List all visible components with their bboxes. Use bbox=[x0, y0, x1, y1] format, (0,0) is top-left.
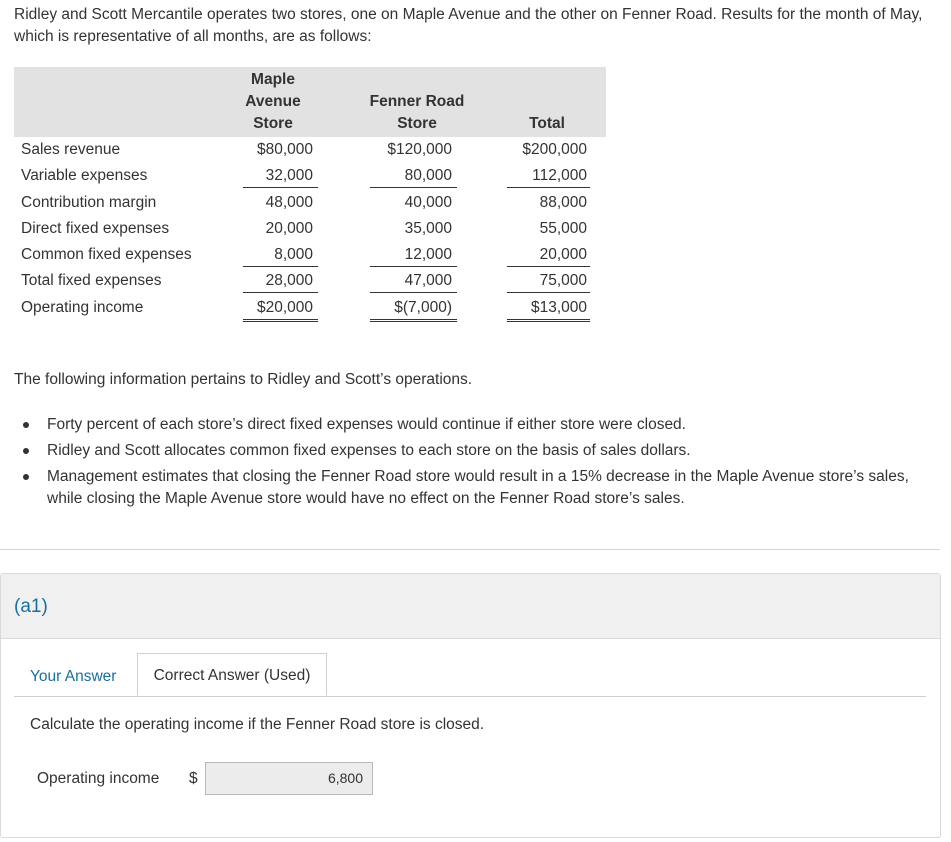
row-label: Operating income bbox=[21, 298, 144, 316]
bullet-icon bbox=[23, 448, 29, 454]
table-row bbox=[14, 268, 606, 294]
row-label: Variable expenses bbox=[21, 167, 148, 185]
problem-intro: Ridley and Scott Mercantile operates two stores, one on Maple Avenue and the other on Fenner Road. Results for the month of May, which is representative of all months, are as follows: bbox=[14, 6, 923, 45]
tab-correct-answer[interactable]: Correct Answer (Used) bbox=[137, 653, 327, 696]
row-label: Common fixed expenses bbox=[21, 246, 192, 264]
table-header bbox=[14, 67, 606, 137]
fenner-value: 40,000 bbox=[404, 193, 452, 211]
fenner-value: $120,000 bbox=[387, 141, 452, 158]
table-row bbox=[14, 242, 606, 268]
maple-value: 20,000 bbox=[265, 219, 313, 237]
bullet-icon bbox=[23, 474, 29, 480]
header-total: Total bbox=[529, 115, 565, 132]
total-value: $200,000 bbox=[522, 141, 587, 158]
info-intro: The following information pertains to Ridley and Scott’s operations. bbox=[14, 371, 473, 388]
question-part-panel bbox=[0, 573, 941, 838]
total-value: $13,000 bbox=[507, 295, 590, 322]
row-label: Contribution margin bbox=[21, 193, 157, 211]
operating-income-input[interactable]: 6,800 bbox=[205, 762, 373, 795]
table-row bbox=[14, 190, 606, 216]
tabs-divider bbox=[14, 696, 926, 697]
total-value: 88,000 bbox=[539, 193, 587, 211]
question-text: Calculate the operating income if the Fenner Road store is closed. bbox=[30, 716, 485, 733]
list-item: Ridley and Scott allocates common fixed expenses to each store on the basis of sales dollars. bbox=[20, 440, 920, 462]
header-maple: Maple Avenue Store bbox=[245, 71, 301, 132]
maple-value: 48,000 bbox=[265, 193, 313, 211]
maple-value: $80,000 bbox=[256, 141, 313, 158]
total-value: 20,000 bbox=[507, 242, 590, 267]
bullet-icon bbox=[23, 422, 29, 428]
fenner-value: 12,000 bbox=[370, 242, 457, 267]
table-row bbox=[14, 137, 606, 163]
fenner-value: 80,000 bbox=[370, 163, 457, 188]
income-statement-table bbox=[14, 67, 606, 321]
maple-value: 8,000 bbox=[243, 242, 318, 267]
table-row bbox=[14, 295, 606, 321]
divider bbox=[0, 549, 940, 550]
fenner-value: $(7,000) bbox=[370, 295, 457, 322]
header-fenner: Fenner Road Store bbox=[369, 93, 465, 132]
table-row bbox=[14, 216, 606, 242]
tab-your-answer[interactable]: Your Answer bbox=[30, 668, 117, 685]
total-value: 75,000 bbox=[507, 268, 590, 293]
maple-value: 28,000 bbox=[243, 268, 318, 293]
row-label: Direct fixed expenses bbox=[21, 219, 170, 237]
part-label: (a1) bbox=[14, 596, 48, 617]
fenner-value: 47,000 bbox=[370, 268, 457, 293]
row-label: Total fixed expenses bbox=[21, 272, 162, 290]
row-label: Sales revenue bbox=[21, 141, 121, 158]
answer-label: Operating income bbox=[37, 770, 160, 787]
table-row bbox=[14, 163, 606, 189]
part-header bbox=[1, 574, 940, 639]
total-value: 112,000 bbox=[507, 163, 590, 188]
currency-symbol: $ bbox=[189, 770, 198, 787]
list-item: Forty percent of each store’s direct fixed expenses would continue if either store were closed. bbox=[20, 414, 920, 436]
fenner-value: 35,000 bbox=[404, 219, 452, 237]
maple-value: $20,000 bbox=[243, 295, 318, 322]
list-item: Management estimates that closing the Fenner Road store would result in a 15% decrease in the Maple Avenue store’s sales, while closing the Maple Avenue store would have no effect on the Fenner Road store’s sales. bbox=[20, 466, 920, 510]
info-bullet-list bbox=[20, 414, 920, 514]
total-value: 55,000 bbox=[539, 219, 587, 237]
maple-value: 32,000 bbox=[243, 163, 318, 188]
